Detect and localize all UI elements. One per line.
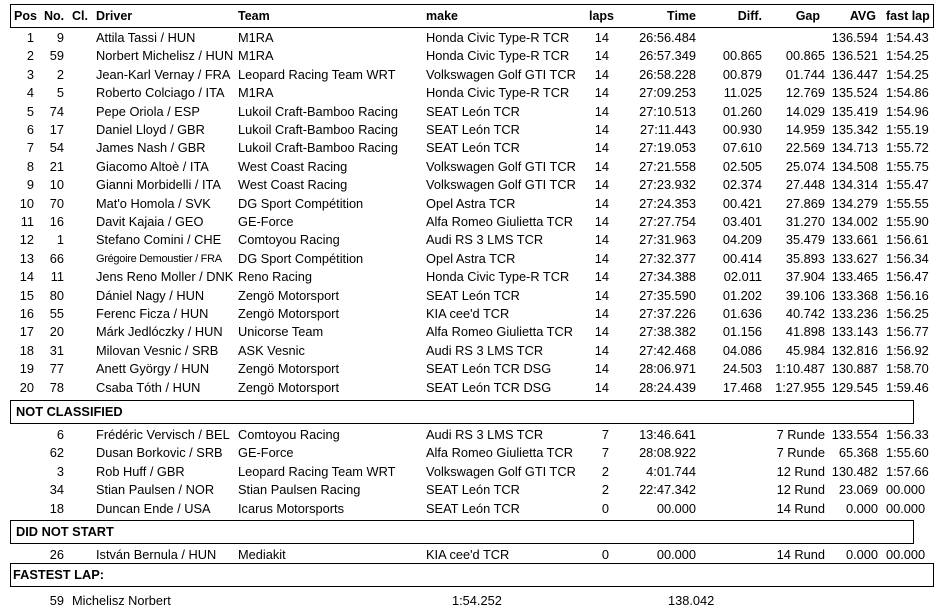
cell-fastlap: 1:55.19 — [886, 122, 929, 137]
cell-team: Lukoil Craft-Bamboo Racing — [238, 140, 399, 156]
cell-fastlap: 00.000 — [886, 482, 926, 498]
cell-team: Zengö Motorsport — [238, 361, 340, 377]
cell-gap: 00.865 — [785, 48, 825, 64]
cell-no: 5 — [56, 85, 64, 101]
cell-no: 74 — [49, 103, 64, 119]
cell-laps: 14 — [594, 66, 609, 82]
cell-laps: 2 — [601, 463, 609, 479]
cell-fastlap: 1:59.46 — [886, 379, 929, 395]
cell-driver: Márk Jedlóczky / HUN — [96, 324, 223, 340]
cell-avg: 0.000 — [845, 547, 878, 562]
cell-laps: 0 — [601, 500, 609, 516]
cell-make: Volkswagen Golf GTI TCR — [426, 66, 576, 82]
column-header-cl: Cl. — [72, 9, 88, 23]
column-header-gap: Gap — [795, 9, 820, 23]
cell-laps: 14 — [594, 287, 609, 303]
cell-laps: 14 — [594, 269, 609, 285]
cell-gap: 35.479 — [785, 232, 825, 248]
cell-pos: 3 — [26, 66, 34, 82]
cell-time: 28:06.971 — [639, 361, 696, 377]
cell-team: M1RA — [238, 85, 274, 101]
cell-gap: 14.029 — [785, 103, 825, 119]
cell-fastlap: 1:56.25 — [886, 306, 929, 321]
cell-fastlap: 1:54.43 — [886, 30, 929, 45]
cell-avg: 65.368 — [838, 445, 878, 461]
cell-team: West Coast Racing — [238, 177, 348, 193]
cell-fastlap: 1:54.25 — [886, 66, 929, 82]
cell-fastlap: 1:56.34 — [886, 250, 929, 266]
cell-laps: 14 — [594, 177, 609, 193]
cell-laps: 7 — [601, 445, 609, 461]
cell-driver: Dusan Borkovic / SRB — [96, 445, 223, 461]
cell-time: 27:35.590 — [639, 287, 696, 303]
cell-no: 77 — [49, 361, 64, 377]
cell-make: Honda Civic Type-R TCR — [426, 48, 570, 64]
column-header-laps: laps — [589, 9, 615, 23]
cell-no: 11 — [50, 269, 64, 285]
cell-pos: 17 — [19, 324, 34, 340]
cell-no: 2 — [56, 66, 64, 82]
cell-driver: Daniel Lloyd / GBR — [96, 122, 205, 137]
cell-driver: Pepe Oriola / ESP — [96, 103, 200, 119]
cell-no: 31 — [49, 342, 64, 358]
cell-avg: 130.482 — [831, 463, 878, 479]
cell-gap: 27.448 — [785, 177, 825, 193]
cell-team: Lukoil Craft-Bamboo Racing — [238, 103, 399, 119]
cell-time: 27:19.053 — [639, 140, 696, 156]
cell-make: Volkswagen Golf GTI TCR — [426, 463, 576, 479]
cell-fastlap: 1:56.77 — [886, 324, 929, 340]
column-header-team: Team — [238, 9, 270, 23]
cell-time: 27:37.226 — [639, 306, 696, 321]
did-not-start-section-box — [10, 520, 914, 544]
column-header-fastlap: fast lap — [886, 9, 930, 23]
cell-pos: 15 — [19, 287, 34, 303]
cell-driver: Frédéric Vervisch / BEL — [96, 427, 230, 442]
cell-time: 28:24.439 — [639, 379, 696, 395]
cell-diff: 17.468 — [722, 379, 762, 395]
cell-avg: 133.627 — [831, 250, 878, 266]
cell-no: 1 — [56, 232, 64, 248]
cell-make: Audi RS 3 LMS TCR — [426, 342, 544, 358]
cell-laps: 2 — [601, 482, 609, 498]
cell-gap: 45.984 — [785, 342, 825, 358]
cell-pos: 20 — [19, 379, 34, 395]
cell-driver: Giacomo Altoè / ITA — [96, 158, 209, 174]
cell-pos: 11 — [20, 214, 34, 229]
cell-driver: Attila Tassi / HUN — [96, 30, 196, 45]
cell-avg: 130.887 — [831, 361, 878, 377]
cell-laps: 0 — [601, 547, 609, 562]
fastest-lap-section-box — [10, 563, 934, 587]
cell-team: Leopard Racing Team WRT — [238, 66, 396, 82]
cell-fastlap: 1:54.25 — [886, 48, 929, 64]
cell-gap: 41.898 — [785, 324, 825, 340]
cell-make: Alfa Romeo Giulietta TCR — [426, 445, 573, 461]
cell-team: M1RA — [238, 48, 274, 64]
cell-diff: 01.260 — [722, 103, 762, 119]
cell-make: SEAT León TCR — [426, 482, 520, 498]
cell-fastlap: 1:54.86 — [886, 85, 929, 101]
cell-pos: 10 — [19, 195, 34, 211]
cell-time: 27:09.253 — [639, 85, 696, 101]
cell-driver: Csaba Tóth / HUN — [96, 379, 201, 395]
cell-diff: 00.414 — [722, 250, 762, 266]
cell-make: SEAT León TCR — [426, 500, 520, 516]
cell-diff: 02.505 — [722, 158, 762, 174]
cell-fastlap: 1:56.33 — [886, 427, 929, 442]
cell-no: 59 — [49, 48, 64, 64]
cell-gap: 35.893 — [785, 250, 825, 266]
cell-diff: 00.865 — [722, 48, 762, 64]
cell-gap: 31.270 — [785, 214, 825, 229]
cell-laps: 14 — [594, 214, 609, 229]
fastest-lap-title: FASTEST LAP: — [13, 567, 105, 582]
cell-fastlap: 1:55.72 — [886, 140, 929, 156]
cell-driver: Gianni Morbidelli / ITA — [96, 177, 221, 193]
fastest-lap-driver: Michelisz Norbert — [72, 593, 171, 608]
cell-pos: 2 — [26, 48, 34, 64]
cell-team: Zengö Motorsport — [238, 379, 340, 395]
cell-pos: 7 — [26, 140, 34, 156]
cell-gap: 27.869 — [785, 195, 825, 211]
cell-fastlap: 1:55.55 — [886, 195, 929, 211]
cell-gap: 14 Rund — [776, 500, 825, 516]
cell-diff: 02.374 — [722, 177, 762, 193]
cell-driver: Roberto Colciago / ITA — [96, 85, 225, 101]
cell-team: Comtoyou Racing — [238, 427, 340, 442]
cell-time: 4:01.744 — [646, 463, 696, 479]
cell-avg: 129.545 — [831, 379, 878, 395]
cell-team: Stian Paulsen Racing — [238, 482, 361, 498]
cell-no: 17 — [49, 122, 64, 137]
cell-laps: 14 — [594, 324, 609, 340]
cell-fastlap: 1:55.75 — [886, 158, 929, 174]
cell-gap: 1:27.955 — [775, 379, 825, 395]
column-header-driver: Driver — [96, 9, 133, 23]
cell-time: 27:27.754 — [639, 214, 696, 229]
cell-team: Comtoyou Racing — [238, 232, 340, 248]
cell-driver: Grégoire Demoustier / FRA — [96, 252, 222, 265]
cell-avg: 134.508 — [831, 158, 878, 174]
cell-no: 16 — [49, 214, 64, 229]
cell-time: 27:38.382 — [639, 324, 696, 340]
cell-avg: 133.236 — [831, 306, 878, 321]
cell-driver: Rob Huff / GBR — [96, 463, 185, 479]
cell-time: 26:57.349 — [639, 48, 696, 64]
cell-driver: Stefano Comini / CHE — [96, 232, 222, 248]
cell-make: Opel Astra TCR — [426, 250, 516, 266]
cell-make: SEAT León TCR — [426, 140, 520, 156]
cell-make: Audi RS 3 LMS TCR — [426, 232, 544, 248]
cell-gap: 25.074 — [785, 158, 825, 174]
cell-fastlap: 1:57.66 — [886, 463, 929, 479]
cell-gap: 22.569 — [785, 140, 825, 156]
cell-team: GE-Force — [238, 214, 294, 229]
cell-time: 26:56.484 — [639, 30, 696, 45]
cell-no: 18 — [49, 500, 64, 516]
cell-make: Alfa Romeo Giulietta TCR — [426, 214, 573, 229]
cell-avg: 133.368 — [831, 287, 878, 303]
cell-avg: 136.521 — [831, 48, 878, 64]
cell-avg: 135.342 — [831, 122, 878, 137]
cell-gap: 39.106 — [785, 287, 825, 303]
cell-diff: 01.636 — [722, 306, 762, 321]
cell-team: ASK Vesnic — [238, 342, 305, 358]
cell-no: 20 — [49, 324, 64, 340]
cell-make: SEAT León TCR — [426, 122, 520, 137]
cell-pos: 12 — [19, 232, 34, 248]
cell-avg: 135.419 — [831, 103, 878, 119]
cell-no: 55 — [49, 306, 64, 321]
cell-make: SEAT León TCR DSG — [426, 361, 552, 377]
cell-team: Reno Racing — [238, 269, 312, 285]
cell-driver: Anett György / HUN — [96, 361, 210, 377]
cell-laps: 14 — [594, 103, 609, 119]
cell-avg: 134.279 — [831, 195, 878, 211]
cell-time: 27:34.388 — [639, 269, 696, 285]
cell-time: 28:08.922 — [639, 445, 696, 461]
cell-gap: 1:10.487 — [775, 361, 825, 377]
column-header-diff: Diff. — [737, 9, 762, 23]
cell-make: Volkswagen Golf GTI TCR — [426, 177, 576, 193]
cell-make: Opel Astra TCR — [426, 195, 516, 211]
cell-time: 27:32.377 — [639, 250, 696, 266]
cell-make: KIA cee'd TCR — [426, 547, 510, 562]
cell-pos: 19 — [19, 361, 34, 377]
cell-fastlap: 1:54.96 — [886, 103, 929, 119]
cell-make: Honda Civic Type-R TCR — [426, 269, 570, 285]
cell-laps: 14 — [594, 306, 609, 321]
cell-gap: 14.959 — [785, 122, 825, 137]
cell-no: 10 — [49, 177, 64, 193]
not-classified-section-box — [10, 400, 914, 424]
cell-diff: 04.086 — [722, 342, 762, 358]
did-not-start-title: DID NOT START — [16, 524, 114, 539]
cell-driver: Ferenc Ficza / HUN — [96, 306, 209, 321]
cell-fastlap: 1:55.47 — [886, 177, 929, 193]
cell-avg: 136.447 — [831, 66, 878, 82]
cell-time: 27:10.513 — [639, 103, 696, 119]
fastest-lap-speed: 138.042 — [668, 593, 715, 608]
cell-diff: 02.011 — [723, 269, 762, 285]
cell-laps: 14 — [594, 85, 609, 101]
cell-team: DG Sport Compétition — [238, 195, 364, 211]
cell-avg: 0.000 — [845, 500, 878, 516]
cell-diff: 07.610 — [722, 140, 762, 156]
cell-no: 62 — [49, 445, 64, 461]
cell-avg: 133.143 — [831, 324, 878, 340]
cell-driver: Mat'o Homola / SVK — [96, 195, 211, 211]
column-header-make: make — [426, 9, 458, 23]
cell-laps: 14 — [594, 342, 609, 358]
cell-no: 9 — [56, 30, 64, 45]
cell-gap: 7 Runde — [776, 445, 825, 461]
cell-time: 27:23.932 — [639, 177, 696, 193]
cell-diff: 24.503 — [722, 361, 762, 377]
cell-no: 66 — [49, 250, 64, 266]
cell-driver: Duncan Ende / USA — [96, 500, 211, 516]
cell-gap: 12.769 — [785, 85, 825, 101]
cell-diff: 01.156 — [722, 324, 762, 340]
cell-gap: 14 Rund — [776, 547, 825, 562]
cell-laps: 14 — [594, 379, 609, 395]
cell-make: SEAT León TCR DSG — [426, 379, 552, 395]
cell-no: 34 — [49, 482, 64, 498]
cell-make: Audi RS 3 LMS TCR — [426, 427, 544, 442]
cell-pos: 5 — [26, 103, 34, 119]
cell-make: Volkswagen Golf GTI TCR — [426, 158, 576, 174]
cell-driver: Jean-Karl Vernay / FRA — [96, 66, 231, 82]
cell-gap: 40.742 — [785, 306, 825, 321]
cell-time: 00.000 — [656, 547, 696, 562]
cell-laps: 14 — [594, 48, 609, 64]
cell-fastlap: 00.000 — [886, 500, 926, 516]
column-header-no: No. — [44, 9, 65, 23]
cell-laps: 14 — [594, 140, 609, 156]
cell-fastlap: 1:56.61 — [886, 232, 929, 248]
cell-laps: 14 — [594, 250, 609, 266]
cell-avg: 134.314 — [831, 177, 878, 193]
cell-team: Zengö Motorsport — [238, 306, 340, 321]
cell-avg: 23.069 — [838, 482, 878, 498]
cell-team: Icarus Motorsports — [238, 500, 344, 516]
cell-make: Honda Civic Type-R TCR — [426, 30, 570, 45]
cell-time: 13:46.641 — [639, 427, 696, 442]
cell-driver: Milovan Vesnic / SRB — [96, 342, 219, 358]
cell-laps: 14 — [594, 232, 609, 248]
cell-laps: 14 — [594, 158, 609, 174]
cell-avg: 133.661 — [831, 232, 878, 248]
cell-team: Leopard Racing Team WRT — [238, 463, 396, 479]
cell-team: GE-Force — [238, 445, 294, 461]
cell-make: KIA cee'd TCR — [426, 306, 510, 321]
cell-fastlap: 1:56.47 — [886, 269, 929, 285]
cell-avg: 134.713 — [831, 140, 878, 156]
cell-driver: István Bernula / HUN — [96, 547, 217, 562]
cell-pos: 8 — [26, 158, 34, 174]
not-classified-title: NOT CLASSIFIED — [16, 404, 123, 419]
cell-avg: 134.002 — [831, 214, 878, 229]
cell-time: 27:11.443 — [640, 122, 696, 137]
cell-fastlap: 00.000 — [886, 547, 926, 562]
cell-diff: 01.202 — [722, 287, 762, 303]
cell-fastlap: 1:55.60 — [886, 445, 929, 461]
cell-driver: Dániel Nagy / HUN — [96, 287, 205, 303]
cell-make: SEAT León TCR — [426, 103, 520, 119]
cell-time: 27:24.353 — [639, 195, 696, 211]
cell-team: Mediakit — [238, 547, 286, 562]
cell-no: 6 — [56, 427, 64, 442]
cell-team: Unicorse Team — [238, 324, 324, 340]
cell-pos: 14 — [19, 269, 34, 285]
cell-gap: 7 Runde — [776, 427, 825, 442]
cell-no: 80 — [49, 287, 64, 303]
cell-make: Alfa Romeo Giulietta TCR — [426, 324, 573, 340]
cell-avg: 132.816 — [831, 342, 878, 358]
cell-driver: Norbert Michelisz / HUN — [96, 48, 234, 64]
column-header-pos: Pos — [14, 9, 37, 23]
column-header-time: Time — [667, 9, 696, 23]
cell-diff: 00.879 — [722, 66, 762, 82]
cell-time: 00.000 — [656, 500, 696, 516]
cell-pos: 9 — [26, 177, 34, 193]
cell-laps: 7 — [601, 427, 609, 442]
cell-laps: 14 — [594, 122, 609, 137]
cell-avg: 133.554 — [831, 427, 878, 442]
cell-no: 70 — [49, 195, 64, 211]
cell-no: 3 — [56, 463, 64, 479]
cell-fastlap: 1:56.92 — [886, 342, 929, 358]
cell-team: Lukoil Craft-Bamboo Racing — [238, 122, 399, 137]
cell-no: 54 — [49, 140, 64, 156]
cell-driver: Davit Kajaia / GEO — [96, 214, 204, 229]
cell-avg: 135.524 — [831, 85, 878, 101]
cell-gap: 12 Rund — [776, 482, 825, 498]
cell-driver: Stian Paulsen / NOR — [96, 482, 215, 498]
cell-diff: 03.401 — [722, 214, 762, 229]
cell-time: 27:42.468 — [639, 342, 696, 358]
cell-no: 78 — [49, 379, 64, 395]
cell-pos: 16 — [19, 306, 34, 321]
cell-diff: 00.421 — [722, 195, 762, 211]
cell-driver: Jens Reno Moller / DNK — [96, 269, 234, 285]
cell-diff: 04.209 — [722, 232, 762, 248]
cell-team: Zengö Motorsport — [238, 287, 340, 303]
cell-no: 26 — [49, 547, 64, 562]
cell-avg: 136.594 — [831, 30, 878, 45]
cell-team: M1RA — [238, 30, 274, 45]
cell-pos: 1 — [26, 30, 34, 45]
cell-diff: 00.930 — [722, 122, 762, 137]
fastest-lap-number: 59 — [49, 593, 64, 608]
cell-team: DG Sport Compétition — [238, 250, 364, 266]
cell-laps: 14 — [594, 195, 609, 211]
cell-pos: 4 — [26, 85, 34, 101]
cell-pos: 13 — [19, 250, 34, 266]
cell-diff: 11.025 — [723, 85, 762, 101]
cell-avg: 133.465 — [831, 269, 878, 285]
cell-pos: 6 — [26, 122, 34, 137]
cell-driver: James Nash / GBR — [96, 140, 206, 156]
cell-make: SEAT León TCR — [426, 287, 520, 303]
cell-no: 21 — [49, 158, 64, 174]
cell-time: 26:58.228 — [639, 66, 696, 82]
fastest-lap-time: 1:54.252 — [452, 593, 502, 608]
cell-time: 27:21.558 — [639, 158, 696, 174]
column-header-avg: AVG — [849, 9, 876, 23]
cell-pos: 18 — [19, 342, 34, 358]
cell-gap: 37.904 — [785, 269, 825, 285]
cell-gap: 01.744 — [785, 66, 825, 82]
cell-laps: 14 — [594, 361, 609, 377]
cell-gap: 12 Rund — [776, 463, 825, 479]
cell-fastlap: 1:56.16 — [886, 287, 929, 303]
cell-make: Honda Civic Type-R TCR — [426, 85, 570, 101]
cell-laps: 14 — [594, 30, 609, 45]
cell-fastlap: 1:55.90 — [886, 214, 929, 229]
cell-time: 22:47.342 — [639, 482, 696, 498]
cell-team: West Coast Racing — [238, 158, 348, 174]
cell-fastlap: 1:58.70 — [886, 361, 929, 377]
cell-time: 27:31.963 — [639, 232, 696, 248]
